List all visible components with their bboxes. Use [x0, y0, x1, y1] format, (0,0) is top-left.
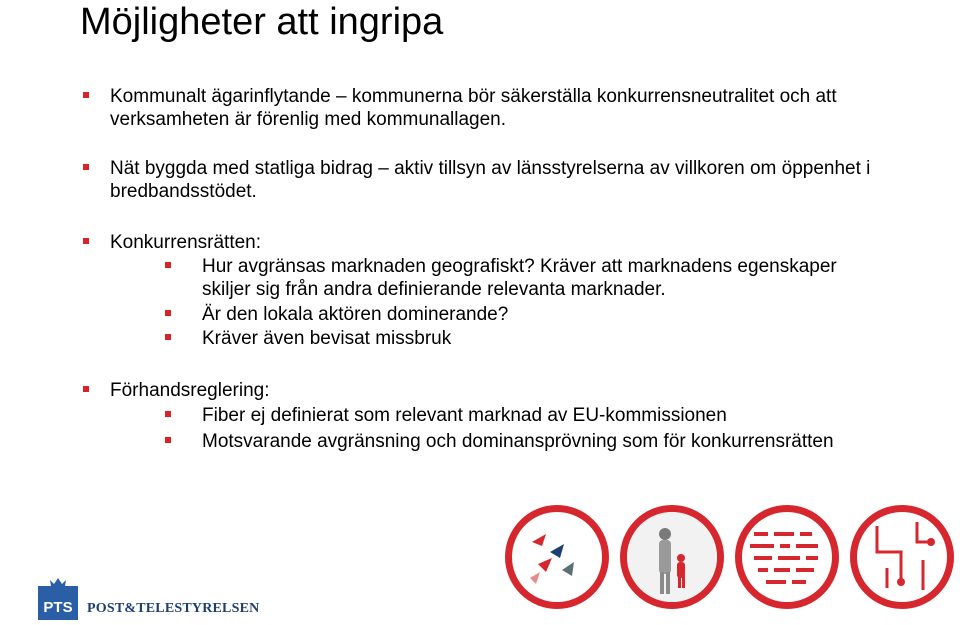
- sub-bullet-item: [202, 303, 842, 326]
- bullet-marker: [165, 411, 171, 417]
- bullet-marker: [83, 238, 89, 244]
- circuit-circle-image: [850, 505, 954, 609]
- sub-bullet-text: Motsvarande avgränsning och dominansprövning som för konkurrensrätten: [202, 431, 834, 452]
- pts-logo: [38, 578, 78, 625]
- people-icon: [627, 512, 717, 602]
- sub-bullet-item: [202, 255, 842, 301]
- bullet-text: Konkurrensrätten:: [110, 232, 262, 253]
- sub-bullet-item: [202, 404, 842, 427]
- arrows-icon: [512, 512, 602, 602]
- bullet-marker: [83, 92, 89, 98]
- sub-bullet-text: Fiber ej definierat som relevant marknad av EU-kommissionen: [202, 405, 727, 426]
- sub-bullet-text: Hur avgränsas marknaden geografiskt? Kräver att marknadens egenskaper skiljer sig från andra definierande relevanta marknader.: [202, 256, 837, 300]
- decorative-circles: [505, 505, 960, 625]
- people-circle-image: [620, 505, 724, 609]
- circuit-icon: [857, 512, 947, 602]
- bullet-marker: [165, 437, 171, 443]
- bullet-marker: [165, 262, 171, 268]
- bullet-item: [110, 157, 890, 203]
- network-circle-image: [735, 505, 839, 609]
- bullet-marker: [83, 164, 89, 170]
- pts-crown-icon: [38, 578, 78, 620]
- bullet-text: Kommunalt ägarinflytande – kommunerna bör säkerställa konkurrensneutralitet och att verksamheten är förenlig med kommunallagen.: [110, 86, 837, 130]
- bullet-item: [110, 85, 890, 131]
- slide-title: Möjligheter att ingripa: [80, 1, 444, 43]
- network-grid-icon: [742, 512, 832, 602]
- sub-bullet-text: Är den lokala aktören dominerande?: [202, 304, 509, 325]
- arrows-circle-image: [505, 505, 609, 609]
- sub-bullet-text: Kräver även bevisat missbruk: [202, 328, 452, 349]
- sub-bullet-item: [202, 430, 842, 453]
- svg-text:PTS: PTS: [43, 599, 73, 616]
- bullet-item: [110, 379, 890, 402]
- bullet-marker: [83, 386, 89, 392]
- sub-bullet-item: [202, 327, 842, 350]
- bullet-item: [110, 231, 890, 254]
- bullet-text: Nät byggda med statliga bidrag – aktiv tillsyn av länsstyrelserna av villkoren om öppenhet i bredbandsstödet.: [110, 158, 871, 202]
- bullet-text: Förhandsreglering:: [110, 380, 270, 401]
- bullet-marker: [165, 334, 171, 340]
- bullet-marker: [165, 310, 171, 316]
- organization-name: POST&TELESTYRELSEN: [87, 601, 260, 616]
